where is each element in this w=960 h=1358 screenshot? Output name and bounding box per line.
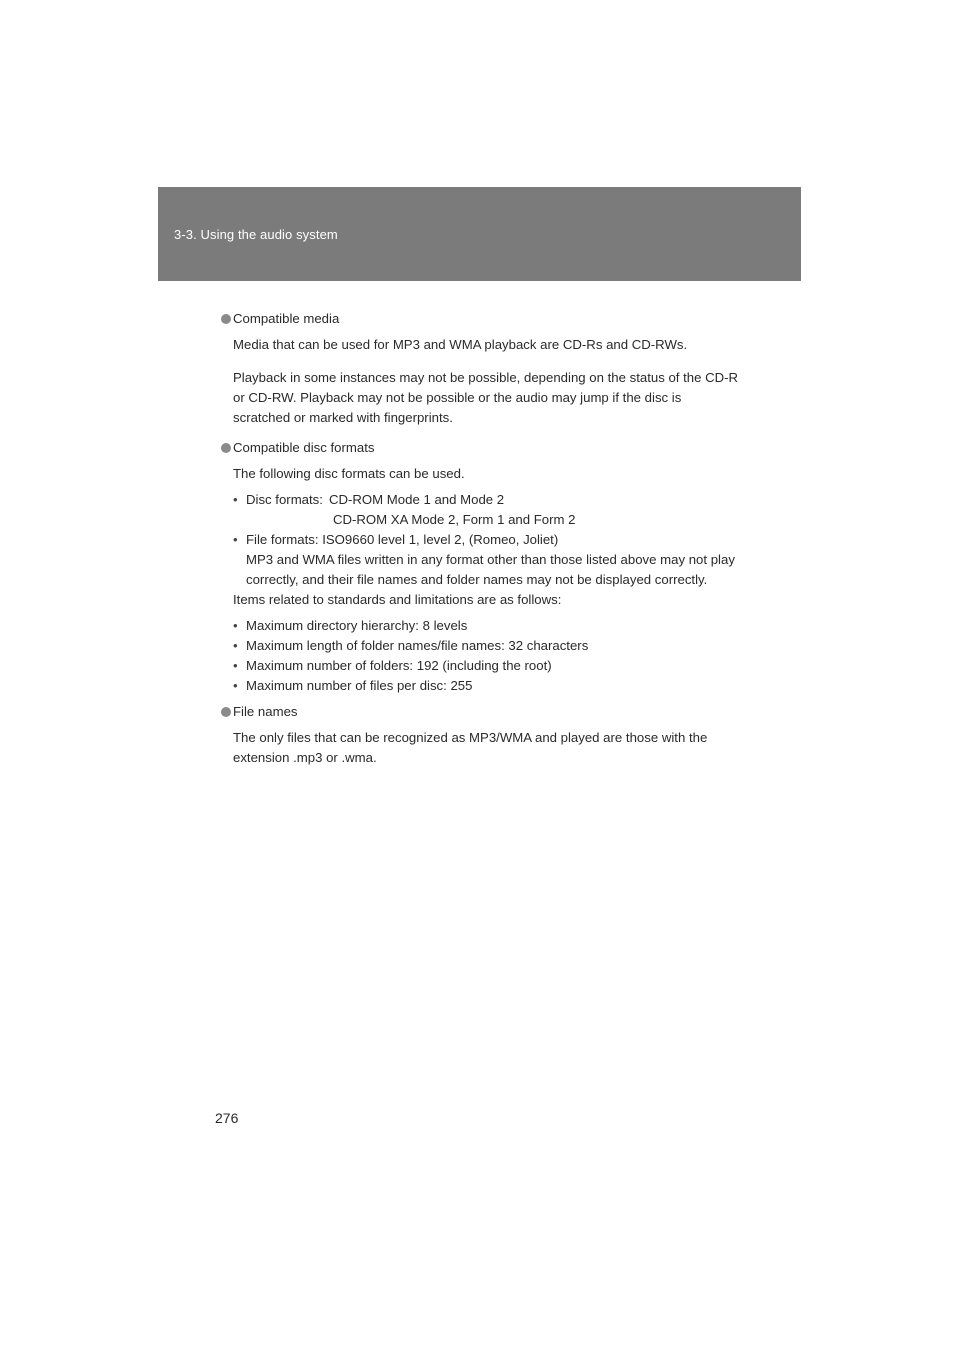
heading-text: File names [233,704,298,720]
format-value: ISO9660 level 1, level 2, (Romeo, Joliet) [322,532,559,548]
heading-text: Compatible disc formats [233,440,375,456]
format-value: CD-ROM Mode 1 and Mode 2 [328,492,505,508]
format-value: CD-ROM XA Mode 2, Form 1 and Form 2 [332,512,576,528]
format-label: File formats: [246,532,319,548]
limits-list [221,616,741,696]
list-item [233,490,741,530]
paragraph: Media that can be used for MP3 and WMA playback are CD-Rs and CD-RWs. [233,337,688,352]
page-number: 276 [215,1110,239,1126]
paragraph: Playback in some instances may not be possible, depending on the status of the CD-R or CD-RW. Playback may not be possible or the audio may jump if the disc is scratched or marked with fingerprints. [233,370,739,426]
paragraph: Items related to standards and limitations are as follows: [233,592,562,608]
bullet-circle-icon [221,443,231,453]
section-title: 3-3. Using the audio system [174,227,338,242]
section-heading [221,438,741,458]
section-heading [221,309,741,329]
list-item [233,530,741,590]
format-values [329,490,576,530]
section-compatible-disc-formats [221,438,741,696]
section-compatible-media [221,309,741,428]
paragraph: The following disc formats can be used. [233,466,465,482]
format-note: MP3 and WMA files written in any format other than those listed above may not play correctly, and their file names and folder names may not be displayed correctly. [246,552,735,588]
format-label: • Disc formats: [246,492,323,508]
list-item: • Maximum number of folders: 192 (including the root) [233,656,741,676]
paragraph: The only files that can be recognized as MP3/WMA and played are those with the extension .mp3 or .wma. [233,730,708,766]
format-list [221,490,741,590]
list-item: • Maximum length of folder names/file names: 32 characters [233,636,741,656]
list-item: • Maximum directory hierarchy: 8 levels [233,616,741,636]
section-file-names [221,702,741,768]
section-heading [221,702,741,722]
list-item: • Maximum number of files per disc: 255 [233,676,741,696]
page-content [221,309,741,774]
bullet-circle-icon [221,314,231,324]
bullet-circle-icon [221,707,231,717]
heading-text: Compatible media [233,311,340,326]
section-header-band [158,187,801,281]
